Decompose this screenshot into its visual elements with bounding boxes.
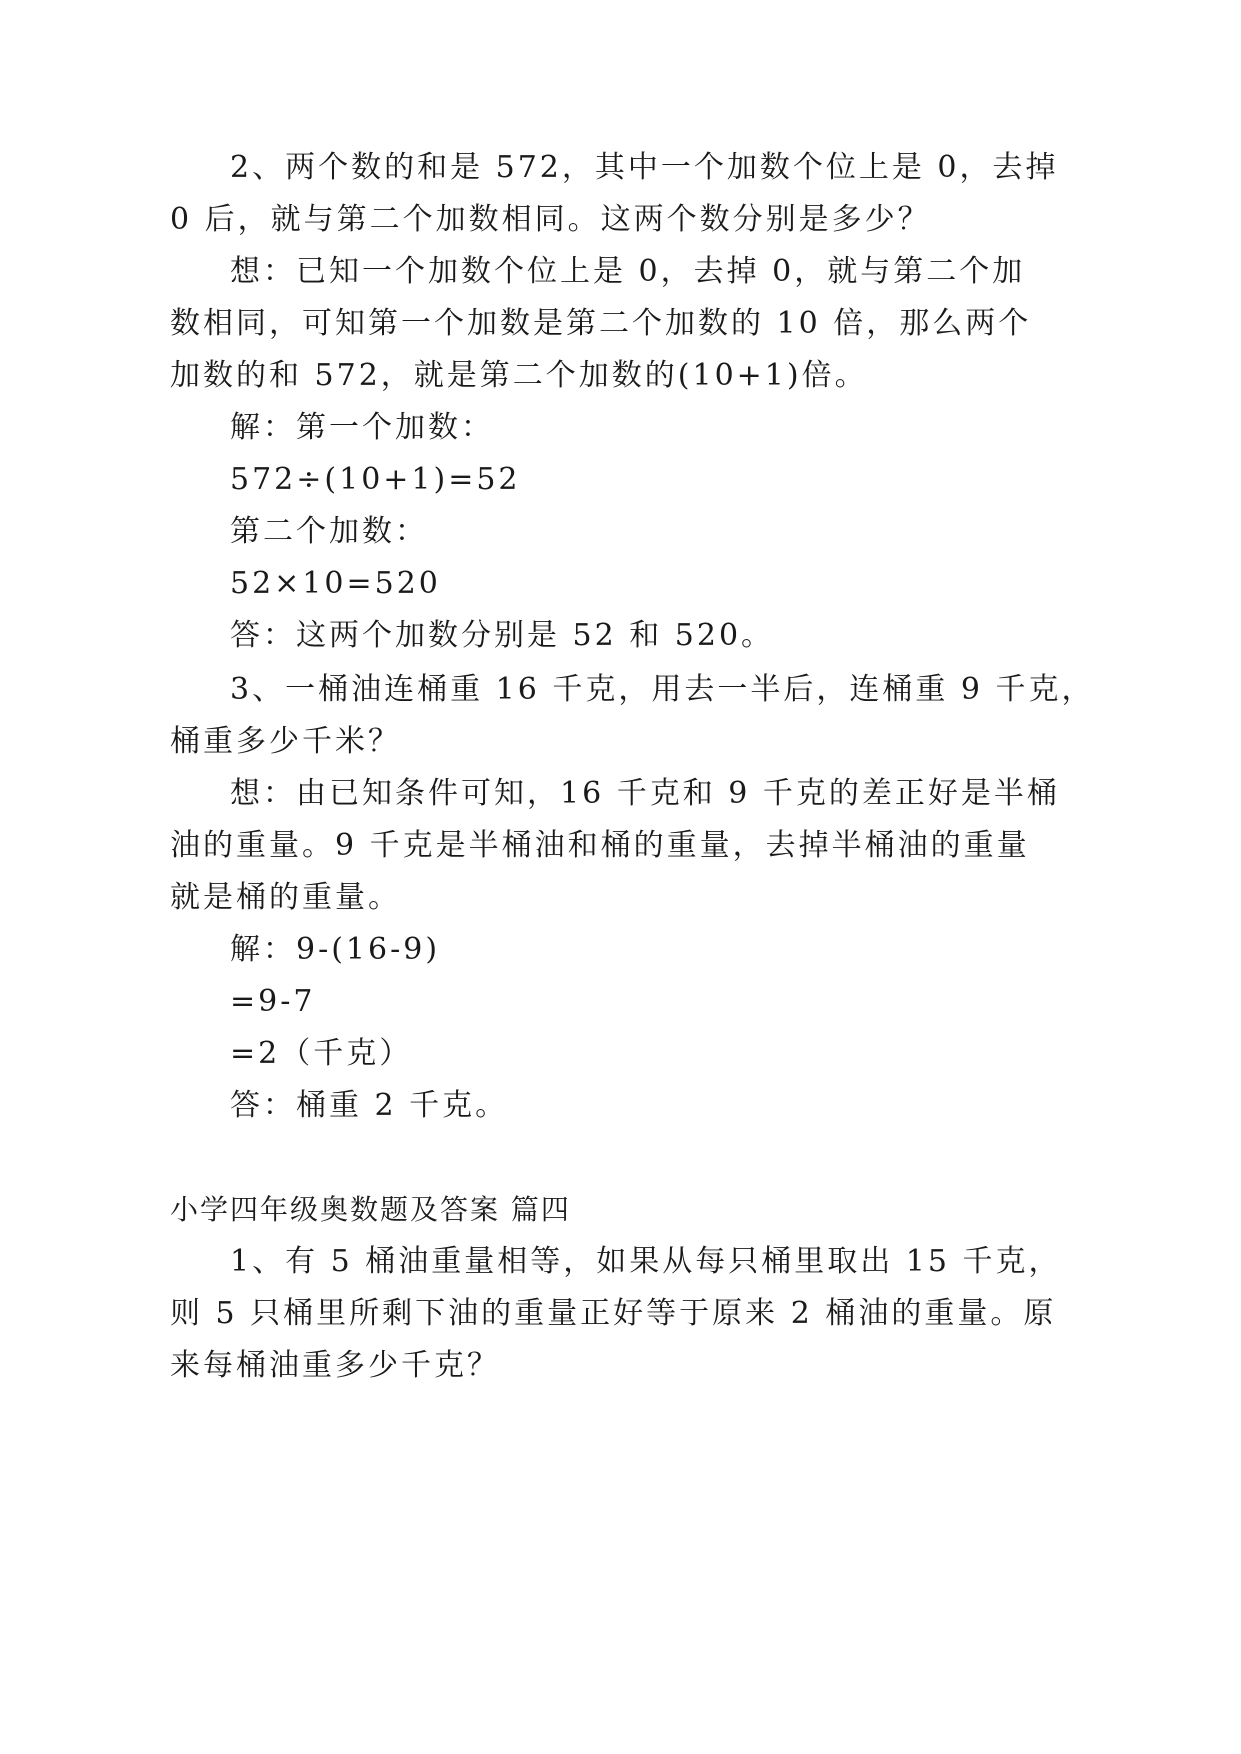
problem3-thought-line-2: 油的重量。9 千克是半桶油和桶的重量，去掉半桶油的重量 (170, 828, 1030, 863)
problem2-thought-line-1: 想：已知一个加数个位上是 0，去掉 0，就与第二个加 (230, 254, 1026, 289)
problem2-answer: 答：这两个加数分别是 52 和 520。 (230, 618, 775, 653)
problem2-solution-line-4: 52×10=520 (230, 566, 441, 601)
problem3-solution-line-1: 解：9-(16-9) (230, 932, 441, 967)
problem2-question-line-1: 2、两个数的和是 572，其中一个加数个位上是 0，去掉 (230, 150, 1059, 185)
problem3-thought-line-1: 想：由已知条件可知，16 千克和 9 千克的差正好是半桶 (230, 776, 1060, 811)
problem3-question-line-2: 桶重多少千米？ (170, 724, 401, 759)
problem2-thought-line-3: 加数的和 572，就是第二个加数的(10+1)倍。 (170, 358, 868, 393)
problem3-answer: 答：桶重 2 千克。 (230, 1088, 509, 1123)
section-heading: 小学四年级奥数题及答案 篇四 (170, 1193, 571, 1226)
section4-problem1-line-3: 来每桶油重多少千克？ (170, 1348, 500, 1383)
section4-problem1-line-2: 则 5 只桶里所剩下油的重量正好等于原来 2 桶油的重量。原 (170, 1296, 1057, 1331)
problem2-question-line-2: 0 后，就与第二个加数相同。这两个数分别是多少？ (170, 202, 931, 237)
problem3-solution-line-3: =2（千克） (230, 1036, 413, 1071)
section4-problem1-line-1: 1、有 5 桶油重量相等，如果从每只桶里取出 15 千克， (230, 1244, 1062, 1279)
problem2-solution-line-3: 第二个加数： (230, 514, 428, 549)
problem2-solution-line-2: 572÷(10+1)=52 (230, 462, 521, 497)
problem3-thought-line-3: 就是桶的重量。 (170, 880, 401, 915)
problem2-solution-line-1: 解：第一个加数： (230, 410, 494, 445)
problem2-thought-line-2: 数相同，可知第一个加数是第二个加数的 10 倍，那么两个 (170, 306, 1032, 341)
problem3-question-line-1: 3、一桶油连桶重 16 千克，用去一半后，连桶重 9 千克， (230, 672, 1095, 707)
problem3-solution-line-2: =9-7 (230, 984, 316, 1019)
